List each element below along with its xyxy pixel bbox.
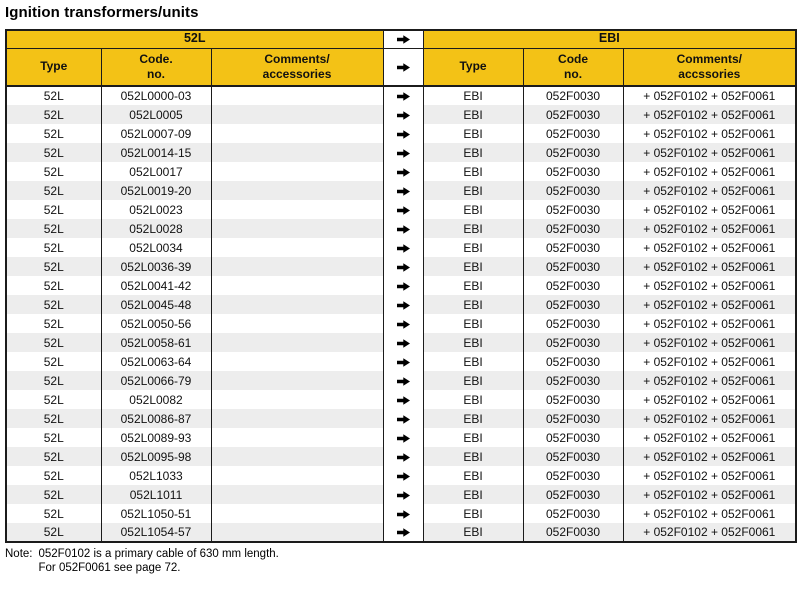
- right-arrow-icon: [397, 528, 410, 537]
- cell-code-left: 052L0014-15: [101, 143, 211, 162]
- cell-type-left: 52L: [6, 124, 101, 143]
- right-arrow-icon: [397, 130, 410, 139]
- cell-comments-right: + 052F0102 + 052F0061: [623, 276, 796, 295]
- cell-type-right: EBI: [423, 352, 523, 371]
- table-row: [6, 124, 796, 143]
- cell-type-right: EBI: [423, 314, 523, 333]
- table-row: [6, 181, 796, 200]
- cell-code-right: 052F0030: [523, 333, 623, 352]
- cell-type-left: 52L: [6, 276, 101, 295]
- cell-code-right: 052F0030: [523, 143, 623, 162]
- cell-type-left: 52L: [6, 295, 101, 314]
- cell-comments-left: [211, 200, 383, 219]
- table-row: [6, 105, 796, 124]
- table-row: [6, 200, 796, 219]
- cell-code-right: 052F0030: [523, 181, 623, 200]
- cell-comments-left: [211, 162, 383, 181]
- cell-code-left: 052L0086-87: [101, 409, 211, 428]
- right-arrow-icon: [397, 225, 410, 234]
- cell-comments-right: + 052F0102 + 052F0061: [623, 86, 796, 105]
- right-arrow-icon: [397, 149, 410, 158]
- group-header-52l: 52L: [6, 30, 383, 48]
- cell-arrow: [383, 162, 423, 181]
- cell-code-right: 052F0030: [523, 390, 623, 409]
- right-arrow-icon: [397, 472, 410, 481]
- cell-code-right: 052F0030: [523, 219, 623, 238]
- note-text: [39, 548, 279, 575]
- cell-comments-left: [211, 447, 383, 466]
- cell-type-left: 52L: [6, 143, 101, 162]
- right-arrow-icon: [397, 510, 410, 519]
- table-row: [6, 333, 796, 352]
- right-arrow-icon: [397, 111, 410, 120]
- cell-comments-right: + 052F0102 + 052F0061: [623, 105, 796, 124]
- cell-type-right: EBI: [423, 485, 523, 504]
- cell-comments-left: [211, 257, 383, 276]
- cell-comments-left: [211, 238, 383, 257]
- cell-arrow: [383, 86, 423, 105]
- cell-code-left: 052L0023: [101, 200, 211, 219]
- cell-code-right: 052F0030: [523, 124, 623, 143]
- right-arrow-icon: [397, 301, 410, 310]
- table-row: [6, 86, 796, 105]
- table-row: [6, 409, 796, 428]
- cell-type-right: EBI: [423, 466, 523, 485]
- cell-type-right: EBI: [423, 162, 523, 181]
- cell-comments-left: [211, 352, 383, 371]
- cell-type-left: 52L: [6, 428, 101, 447]
- col-header-type-right: Type: [423, 48, 523, 86]
- cell-code-right: 052F0030: [523, 238, 623, 257]
- ignition-transformers-table: [5, 29, 797, 543]
- table-row: [6, 428, 796, 447]
- table-row: [6, 257, 796, 276]
- cell-code-right: 052F0030: [523, 105, 623, 124]
- page-title: Ignition transformers/units: [5, 4, 199, 21]
- cell-arrow: [383, 523, 423, 542]
- cell-code-right: 052F0030: [523, 466, 623, 485]
- table-row: [6, 238, 796, 257]
- right-arrow-icon: [397, 377, 410, 386]
- right-arrow-icon: [397, 187, 410, 196]
- col-header-code-left: [101, 48, 211, 86]
- cell-comments-right: + 052F0102 + 052F0061: [623, 257, 796, 276]
- table-body: [6, 86, 796, 542]
- cell-type-right: EBI: [423, 447, 523, 466]
- cell-code-right: 052F0030: [523, 276, 623, 295]
- cell-code-right: 052F0030: [523, 314, 623, 333]
- cell-comments-right: + 052F0102 + 052F0061: [623, 523, 796, 542]
- cell-code-left: 052L0019-20: [101, 181, 211, 200]
- cell-type-left: 52L: [6, 238, 101, 257]
- col-header-comments-left-line2: accessories: [262, 66, 332, 81]
- cell-type-left: 52L: [6, 162, 101, 181]
- col-header-code-left-line1: Code.: [139, 51, 173, 66]
- col-header-comments-right: [623, 48, 796, 86]
- cell-code-left: 052L1033: [101, 466, 211, 485]
- right-arrow-icon: [397, 282, 410, 291]
- cell-type-left: 52L: [6, 523, 101, 542]
- cell-arrow: [383, 314, 423, 333]
- cell-type-left: 52L: [6, 390, 101, 409]
- table-row: [6, 143, 796, 162]
- cell-code-right: 052F0030: [523, 409, 623, 428]
- cell-comments-left: [211, 105, 383, 124]
- cell-code-left: 052L0089-93: [101, 428, 211, 447]
- cell-comments-left: [211, 523, 383, 542]
- cell-code-right: 052F0030: [523, 295, 623, 314]
- cell-comments-right: + 052F0102 + 052F0061: [623, 409, 796, 428]
- cell-comments-right: + 052F0102 + 052F0061: [623, 143, 796, 162]
- cell-type-right: EBI: [423, 200, 523, 219]
- col-header-code-left-line2: no.: [147, 66, 165, 81]
- cell-code-right: 052F0030: [523, 200, 623, 219]
- table-row: [6, 390, 796, 409]
- cell-arrow: [383, 181, 423, 200]
- cell-type-right: EBI: [423, 371, 523, 390]
- col-header-comments-right-line1: Comments/: [676, 51, 742, 66]
- cell-code-left: 052L0036-39: [101, 257, 211, 276]
- table-row: [6, 466, 796, 485]
- cell-type-right: EBI: [423, 295, 523, 314]
- cell-type-left: 52L: [6, 219, 101, 238]
- group-header-ebi: EBI: [423, 30, 796, 48]
- right-arrow-icon: [397, 453, 410, 462]
- table-row: [6, 162, 796, 181]
- cell-type-right: EBI: [423, 276, 523, 295]
- cell-comments-right: + 052F0102 + 052F0061: [623, 466, 796, 485]
- cell-comments-right: + 052F0102 + 052F0061: [623, 371, 796, 390]
- cell-type-right: EBI: [423, 124, 523, 143]
- cell-type-right: EBI: [423, 143, 523, 162]
- cell-code-left: 052L0045-48: [101, 295, 211, 314]
- table-header: [6, 30, 796, 86]
- cell-arrow: [383, 238, 423, 257]
- col-header-code-right: [523, 48, 623, 86]
- cell-type-left: 52L: [6, 504, 101, 523]
- cell-arrow: [383, 352, 423, 371]
- table-row: [6, 485, 796, 504]
- cell-code-left: 052L0050-56: [101, 314, 211, 333]
- cell-type-left: 52L: [6, 200, 101, 219]
- cell-arrow: [383, 295, 423, 314]
- cell-type-left: 52L: [6, 409, 101, 428]
- right-arrow-icon: [397, 434, 410, 443]
- cell-comments-right: + 052F0102 + 052F0061: [623, 333, 796, 352]
- cell-arrow: [383, 504, 423, 523]
- cell-arrow: [383, 105, 423, 124]
- cell-arrow: [383, 428, 423, 447]
- cell-type-right: EBI: [423, 390, 523, 409]
- cell-comments-right: + 052F0102 + 052F0061: [623, 238, 796, 257]
- col-header-comments-left-line1: Comments/: [264, 51, 330, 66]
- cell-code-left: 052L1011: [101, 485, 211, 504]
- right-arrow-icon: [397, 339, 410, 348]
- right-arrow-icon: [397, 63, 410, 72]
- cell-type-left: 52L: [6, 86, 101, 105]
- column-header-arrow-cell: [383, 48, 423, 86]
- right-arrow-icon: [397, 244, 410, 253]
- right-arrow-icon: [397, 35, 410, 44]
- table-row: [6, 447, 796, 466]
- cell-code-left: 052L0082: [101, 390, 211, 409]
- cell-code-left: 052L1050-51: [101, 504, 211, 523]
- cell-type-left: 52L: [6, 352, 101, 371]
- cell-code-left: 052L0066-79: [101, 371, 211, 390]
- group-header-row: [6, 30, 796, 48]
- cell-comments-left: [211, 86, 383, 105]
- cell-code-left: 052L0095-98: [101, 447, 211, 466]
- right-arrow-icon: [397, 263, 410, 272]
- cell-comments-left: [211, 428, 383, 447]
- cell-comments-right: + 052F0102 + 052F0061: [623, 314, 796, 333]
- table-row: [6, 523, 796, 542]
- note: [5, 548, 795, 575]
- group-header-arrow-cell: [383, 30, 423, 48]
- cell-arrow: [383, 466, 423, 485]
- cell-comments-right: + 052F0102 + 052F0061: [623, 485, 796, 504]
- cell-type-right: EBI: [423, 523, 523, 542]
- cell-comments-right: + 052F0102 + 052F0061: [623, 162, 796, 181]
- cell-code-left: 052L0058-61: [101, 333, 211, 352]
- table-row: [6, 371, 796, 390]
- cell-code-right: 052F0030: [523, 86, 623, 105]
- cell-type-left: 52L: [6, 333, 101, 352]
- cell-comments-left: [211, 124, 383, 143]
- cell-arrow: [383, 257, 423, 276]
- cell-comments-left: [211, 219, 383, 238]
- cell-comments-right: + 052F0102 + 052F0061: [623, 181, 796, 200]
- cell-code-left: 052L0017: [101, 162, 211, 181]
- cell-type-right: EBI: [423, 181, 523, 200]
- cell-comments-left: [211, 504, 383, 523]
- cell-type-left: 52L: [6, 447, 101, 466]
- cell-arrow: [383, 390, 423, 409]
- cell-arrow: [383, 276, 423, 295]
- cell-arrow: [383, 124, 423, 143]
- cell-arrow: [383, 485, 423, 504]
- right-arrow-icon: [397, 206, 410, 215]
- right-arrow-icon: [397, 415, 410, 424]
- table-row: [6, 504, 796, 523]
- cell-comments-left: [211, 276, 383, 295]
- cell-type-right: EBI: [423, 238, 523, 257]
- cell-comments-left: [211, 295, 383, 314]
- col-header-type-left: Type: [6, 48, 101, 86]
- cell-type-right: EBI: [423, 428, 523, 447]
- cell-type-left: 52L: [6, 105, 101, 124]
- cell-type-left: 52L: [6, 466, 101, 485]
- cell-arrow: [383, 371, 423, 390]
- cell-type-right: EBI: [423, 219, 523, 238]
- cell-type-right: EBI: [423, 105, 523, 124]
- right-arrow-icon: [397, 320, 410, 329]
- cell-arrow: [383, 447, 423, 466]
- cell-code-right: 052F0030: [523, 485, 623, 504]
- table-row: [6, 276, 796, 295]
- note-label: Note:: [5, 548, 33, 560]
- table-row: [6, 219, 796, 238]
- cell-comments-right: + 052F0102 + 052F0061: [623, 447, 796, 466]
- cell-arrow: [383, 143, 423, 162]
- cell-comments-left: [211, 390, 383, 409]
- cell-code-left: 052L0000-03: [101, 86, 211, 105]
- cell-comments-right: + 052F0102 + 052F0061: [623, 219, 796, 238]
- right-arrow-icon: [397, 491, 410, 500]
- col-header-comments-left: [211, 48, 383, 86]
- cell-type-right: EBI: [423, 333, 523, 352]
- cell-type-left: 52L: [6, 314, 101, 333]
- cell-code-right: 052F0030: [523, 428, 623, 447]
- cell-type-right: EBI: [423, 257, 523, 276]
- cell-type-left: 52L: [6, 485, 101, 504]
- cell-comments-right: + 052F0102 + 052F0061: [623, 124, 796, 143]
- right-arrow-icon: [397, 92, 410, 101]
- right-arrow-icon: [397, 168, 410, 177]
- col-header-code-right-line2: no.: [564, 66, 583, 81]
- cell-arrow: [383, 409, 423, 428]
- right-arrow-icon: [397, 396, 410, 405]
- cell-comments-left: [211, 466, 383, 485]
- cell-comments-left: [211, 409, 383, 428]
- cell-code-left: 052L0034: [101, 238, 211, 257]
- cell-arrow: [383, 219, 423, 238]
- cell-comments-right: + 052F0102 + 052F0061: [623, 295, 796, 314]
- cell-arrow: [383, 200, 423, 219]
- col-header-code-right-line1: Code: [558, 51, 589, 66]
- cell-type-right: EBI: [423, 409, 523, 428]
- cell-code-right: 052F0030: [523, 352, 623, 371]
- cell-code-right: 052F0030: [523, 447, 623, 466]
- cell-code-right: 052F0030: [523, 257, 623, 276]
- cell-type-right: EBI: [423, 86, 523, 105]
- cell-type-left: 52L: [6, 181, 101, 200]
- cell-type-left: 52L: [6, 257, 101, 276]
- cell-code-right: 052F0030: [523, 523, 623, 542]
- cell-code-left: 052L0063-64: [101, 352, 211, 371]
- cell-comments-right: + 052F0102 + 052F0061: [623, 504, 796, 523]
- cell-comments-left: [211, 333, 383, 352]
- cell-type-right: EBI: [423, 504, 523, 523]
- cell-code-left: 052L0007-09: [101, 124, 211, 143]
- col-header-comments-right-line2: accssories: [678, 66, 741, 81]
- cell-comments-left: [211, 371, 383, 390]
- cell-code-right: 052F0030: [523, 504, 623, 523]
- cell-arrow: [383, 333, 423, 352]
- cell-code-right: 052F0030: [523, 162, 623, 181]
- cell-code-left: 052L0028: [101, 219, 211, 238]
- right-arrow-icon: [397, 358, 410, 367]
- cell-comments-left: [211, 485, 383, 504]
- cell-comments-right: + 052F0102 + 052F0061: [623, 428, 796, 447]
- column-header-row: [6, 48, 796, 86]
- cell-code-left: 052L0005: [101, 105, 211, 124]
- note-line-1: 052F0102 is a primary cable of 630 mm length.: [38, 548, 279, 560]
- table-row: [6, 295, 796, 314]
- cell-comments-right: + 052F0102 + 052F0061: [623, 200, 796, 219]
- cell-code-right: 052F0030: [523, 371, 623, 390]
- cell-type-left: 52L: [6, 371, 101, 390]
- table-row: [6, 352, 796, 371]
- cell-comments-left: [211, 143, 383, 162]
- cell-code-left: 052L1054-57: [101, 523, 211, 542]
- cell-comments-right: + 052F0102 + 052F0061: [623, 352, 796, 371]
- cell-comments-left: [211, 181, 383, 200]
- cell-comments-left: [211, 314, 383, 333]
- cell-comments-right: + 052F0102 + 052F0061: [623, 390, 796, 409]
- table-row: [6, 314, 796, 333]
- note-line-2: For 052F0061 see page 72.: [38, 561, 181, 574]
- cell-code-left: 052L0041-42: [101, 276, 211, 295]
